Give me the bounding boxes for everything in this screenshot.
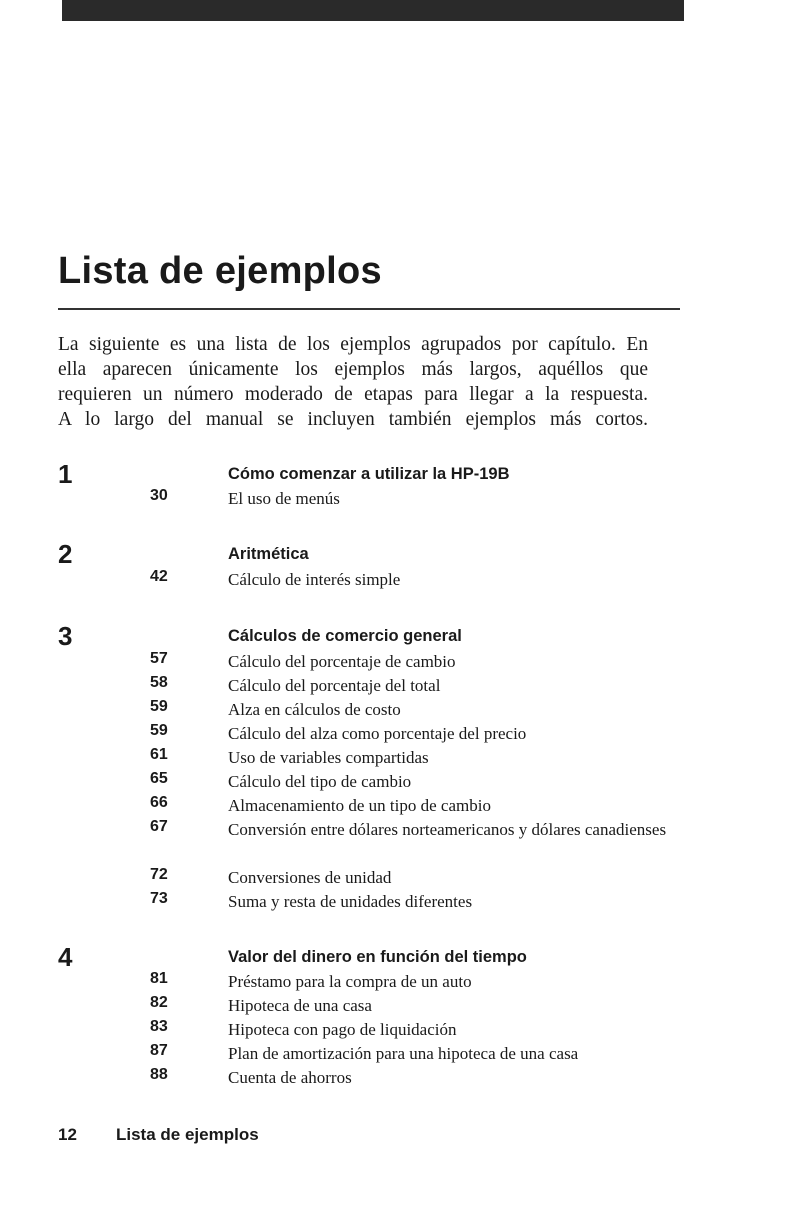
- example-page-number: 58: [150, 674, 168, 691]
- example-description: Cálculo del porcentaje del total: [228, 676, 441, 695]
- chapter-title: Aritmética: [228, 545, 309, 563]
- example-page-number: 73: [150, 890, 168, 907]
- example-description: Suma y resta de unidades diferentes: [228, 892, 473, 911]
- page-footer: [58, 1125, 259, 1145]
- intro-line: ella aparecen únicamente los ejemplos más largos, aquéllos que: [58, 359, 648, 380]
- example-description: Cuenta de ahorros: [228, 1068, 352, 1087]
- example-page-number: 83: [150, 1018, 168, 1035]
- title-rule: [58, 308, 680, 310]
- example-page-number: 67: [150, 818, 168, 835]
- chapter-title: Cálculos de comercio general: [228, 627, 462, 645]
- example-page-number: 72: [150, 866, 168, 883]
- example-page-number: 65: [150, 770, 168, 787]
- example-page-number: 59: [150, 722, 168, 739]
- example-description: Hipoteca de una casa: [228, 996, 372, 1015]
- footer-page-number: 12: [58, 1125, 77, 1144]
- intro-line: La siguiente es una lista de los ejemplos agrupados por capítulo. En: [58, 334, 648, 355]
- page-title: Lista de ejemplos: [58, 250, 382, 292]
- intro-line: requieren un número moderado de etapas para llegar a la respuesta.: [58, 384, 648, 405]
- example-description: Plan de amortización para una hipoteca de una casa: [228, 1044, 579, 1063]
- example-page-number: 66: [150, 794, 168, 811]
- example-page-number: 88: [150, 1066, 168, 1083]
- top-scan-bar: [62, 0, 684, 21]
- example-page-number: 59: [150, 698, 168, 715]
- intro-line: A lo largo del manual se incluyen también ejemplos más cortos.: [58, 409, 648, 430]
- example-description: Cálculo del alza como porcentaje del precio: [228, 724, 527, 743]
- example-description: El uso de menús: [228, 489, 340, 508]
- example-page-number: 42: [150, 568, 168, 585]
- chapter-number: 3: [58, 621, 73, 651]
- chapter-number: 2: [58, 539, 73, 569]
- chapter-title: Cómo comenzar a utilizar la HP-19B: [228, 465, 510, 483]
- example-page-number: 82: [150, 994, 168, 1011]
- example-description: Uso de variables compartidas: [228, 748, 429, 767]
- example-description: Cálculo de interés simple: [228, 570, 401, 589]
- example-page-number: 87: [150, 1042, 168, 1059]
- example-page-number: 57: [150, 650, 168, 667]
- example-description: Conversiones de unidad: [228, 868, 392, 887]
- example-description: Alza en cálculos de costo: [228, 700, 401, 719]
- example-page-number: 81: [150, 970, 168, 987]
- example-description: Cálculo del tipo de cambio: [228, 772, 412, 791]
- example-description: Hipoteca con pago de liquidación: [228, 1020, 457, 1039]
- example-page-number: 30: [150, 487, 168, 504]
- example-description: Conversión entre dólares norteamericanos y dólares canadienses: [228, 820, 667, 839]
- intro-paragraph: [58, 332, 698, 432]
- footer-section-title: Lista de ejemplos: [116, 1125, 259, 1144]
- example-description: Préstamo para la compra de un auto: [228, 972, 472, 991]
- example-page-number: 61: [150, 746, 168, 763]
- chapter-number: 4: [58, 942, 73, 972]
- example-description: Cálculo del porcentaje de cambio: [228, 652, 456, 671]
- chapter-number: 1: [58, 459, 73, 489]
- chapter-title: Valor del dinero en función del tiempo: [228, 948, 527, 966]
- example-description: Almacenamiento de un tipo de cambio: [228, 796, 491, 815]
